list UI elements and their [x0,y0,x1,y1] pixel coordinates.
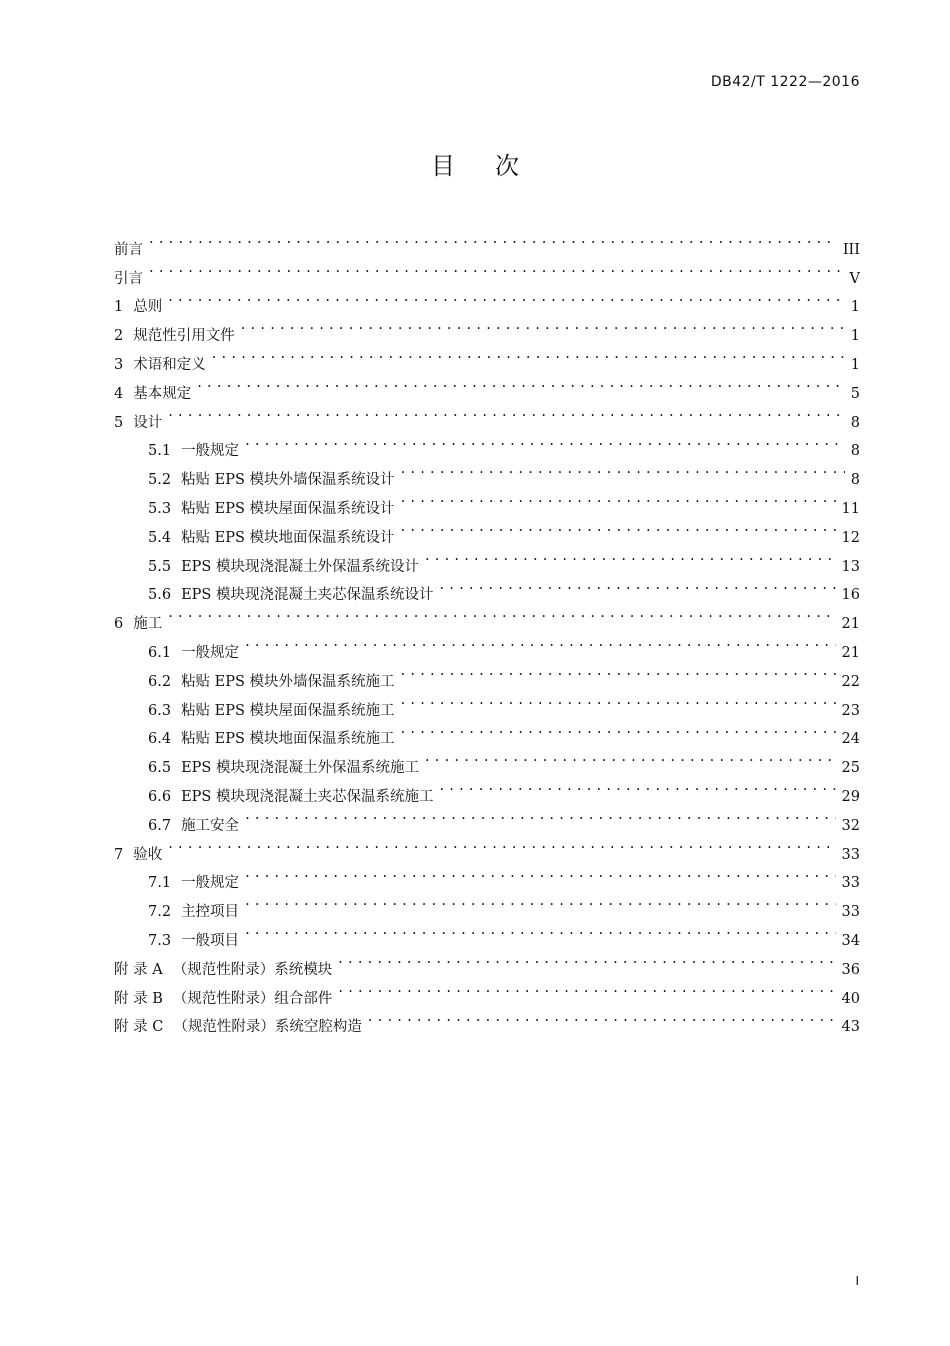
toc-entry-page: 22 [841,673,860,690]
toc-entry-title: 一般规定 [181,443,240,460]
toc-dot-leader [401,455,845,484]
toc-entry-title: 术语和定义 [133,356,206,373]
toc-dot-leader [241,311,845,340]
toc-entry-number: 6.1 [148,644,172,661]
toc-entry-number: 附 录 C [114,1019,164,1036]
toc-entry[interactable] [114,340,860,373]
toc-entry-number: 6.5 [148,760,172,777]
toc-entry[interactable] [114,599,860,633]
toc-entry-number: 附 录 A [114,961,163,978]
toc-entry-title: 规范性引用文件 [133,328,235,345]
page-number: I [855,1274,859,1288]
toc-entry-page: 13 [841,558,860,575]
toc-entry-title: EPS 模块现浇混凝土夹芯保温系统施工 [181,788,434,805]
toc-entry-page: 43 [841,1019,860,1036]
toc-dot-leader [149,225,837,254]
document-code: DB42/T 1222—2016 [710,74,860,90]
toc-entry-title: 粘贴 EPS 模块屋面保温系统施工 [181,702,395,719]
toc-entry[interactable] [114,859,860,892]
toc-entry-page: 8 [850,472,860,489]
toc-entry-title: 前言 [114,241,143,258]
toc-entry-page: 32 [841,817,860,834]
toc-entry-number: 6.3 [148,702,172,719]
toc-entry-number: 5.5 [148,558,172,575]
toc-entry[interactable] [114,398,860,431]
toc-dot-leader [338,945,835,974]
toc-entry-number: 2 [114,328,124,345]
toc-entry-title: 粘贴 EPS 模块外墙保温系统施工 [181,673,395,690]
toc-entry-title: 验收 [133,846,163,863]
toc-entry-page: 33 [841,875,860,892]
toc-entry-number: 6.4 [148,731,172,748]
toc-entry-page: 29 [841,788,860,805]
toc-entry-page: III [842,241,860,258]
toc-entry-page: 21 [841,616,860,633]
toc-entry[interactable] [114,628,860,661]
toc-entry-number: 5.4 [148,529,172,546]
toc-dot-leader [245,887,835,916]
toc-entry-number: 5.6 [148,587,172,604]
toc-entry-title: 粘贴 EPS 模块外墙保温系统设计 [181,472,395,489]
toc-entry-page: 1 [850,356,860,373]
toc-entry-number: 6.7 [148,817,172,834]
toc-entry-page: 11 [841,500,860,517]
toc-entry-title: 基本规定 [133,385,192,402]
toc-dot-leader [425,542,836,571]
toc-entry-page: 34 [841,932,860,949]
toc-entry-title: EPS 模块现浇混凝土外保温系统设计 [181,558,419,575]
toc-entry-number: 5.2 [148,472,172,489]
toc-dot-leader [401,484,836,513]
toc-dot-leader [168,599,835,628]
toc-entry-title: 主控项目 [181,904,240,921]
toc-entry[interactable] [114,254,860,287]
toc-entry[interactable] [114,311,860,345]
toc-entry-title: 一般规定 [181,875,240,892]
toc-entry-title: （规范性附录）系统模块 [172,961,333,978]
toc-dot-leader [425,743,836,772]
toc-dot-leader [149,254,844,283]
toc-entry-title: 施工安全 [181,817,240,834]
toc-entry-page: 5 [850,385,860,402]
toc-dot-leader [401,686,836,715]
toc-entry-page: 40 [841,990,860,1007]
toc-dot-leader [245,916,835,945]
toc-entry-title: EPS 模块现浇混凝土夹芯保温系统设计 [181,587,434,604]
toc-dot-leader [401,657,836,686]
toc-entry[interactable] [114,427,860,460]
toc-entry-number: 5 [114,414,124,431]
toc-entry-page: 1 [850,299,860,316]
toc-entry-number: 7 [114,846,124,863]
toc-dot-leader [338,974,835,1003]
toc-entry-page: 25 [841,760,860,777]
toc-entry-title: 粘贴 EPS 模块地面保温系统施工 [181,731,395,748]
toc-dot-leader [168,283,845,312]
toc-entry-number: 6 [114,616,124,633]
toc-entry[interactable] [114,283,860,316]
toc-entry-page: 8 [850,414,860,431]
toc-entry-title: EPS 模块现浇混凝土外保温系统施工 [181,760,419,777]
toc-dot-leader [439,571,835,600]
toc-entry-title: （规范性附录）系统空腔构造 [173,1019,362,1036]
toc-entry-title: 总则 [133,299,163,316]
toc-entry-title: 一般项目 [181,932,240,949]
toc-entry-number: 6.2 [148,673,172,690]
toc-entry-title: 引言 [114,270,143,287]
toc-entry-page: 16 [841,587,860,604]
toc-dot-leader [401,513,836,542]
toc-dot-leader [245,427,845,456]
toc-entry-number: 附 录 B [114,990,163,1007]
toc-dot-leader [439,772,835,801]
toc-entry-page: 21 [841,644,860,661]
toc-entry-page: 36 [841,961,860,978]
toc-entry-number: 4 [114,385,124,402]
toc-entry-number: 5.3 [148,500,172,517]
toc-entry-page: V [849,270,860,287]
toc-entry[interactable] [114,225,860,258]
toc-dot-leader [245,859,835,888]
toc-entry-number: 5.1 [148,443,172,460]
toc-dot-leader [368,1003,836,1032]
toc-dot-leader [245,628,835,657]
page-title: 目次 [431,152,559,180]
toc-entry-page: 33 [841,846,860,863]
toc-entry-page: 1 [850,328,860,345]
toc-entry-title: 粘贴 EPS 模块地面保温系统设计 [181,529,395,546]
toc-entry-title: 一般规定 [181,644,240,661]
toc-dot-leader [212,340,845,369]
toc-entry[interactable] [114,830,860,863]
toc-entry-number: 1 [114,299,124,316]
toc-entry[interactable] [114,369,860,402]
toc-dot-leader [245,801,835,830]
toc-entry-page: 33 [841,904,860,921]
toc-dot-leader [401,715,836,744]
toc-entry-page: 24 [841,731,860,748]
toc-entry-title: 施工 [133,616,163,633]
toc-entry-number: 7.3 [148,932,172,949]
toc-entry-number: 7.1 [148,875,172,892]
table-of-contents [114,225,860,1036]
toc-entry-title: 设计 [133,414,163,431]
toc-dot-leader [168,398,845,427]
toc-entry-page: 12 [841,529,860,546]
toc-entry-page: 23 [841,702,860,719]
toc-entry-page: 8 [850,443,860,460]
toc-entry-number: 3 [114,356,124,373]
toc-entry-number: 6.6 [148,788,172,805]
toc-entry-title: 粘贴 EPS 模块屋面保温系统设计 [181,500,395,517]
toc-entry-number: 7.2 [148,904,172,921]
toc-entry-title: （规范性附录）组合部件 [172,990,333,1007]
toc-dot-leader [168,830,835,859]
toc-dot-leader [197,369,845,398]
